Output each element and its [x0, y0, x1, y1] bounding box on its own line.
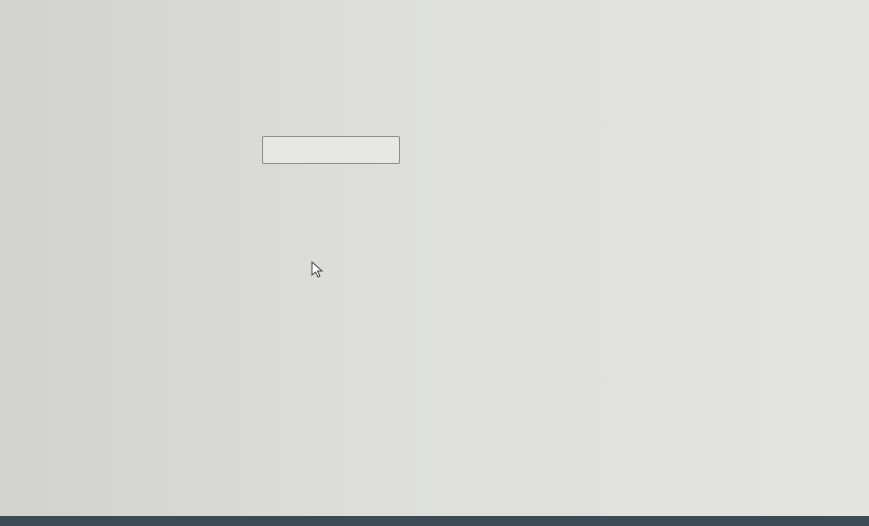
graph-canvas[interactable] [0, 240, 869, 516]
taskbar [0, 516, 869, 526]
mouse-pointer-icon [312, 262, 322, 277]
done-plotting-button[interactable] [262, 136, 400, 164]
